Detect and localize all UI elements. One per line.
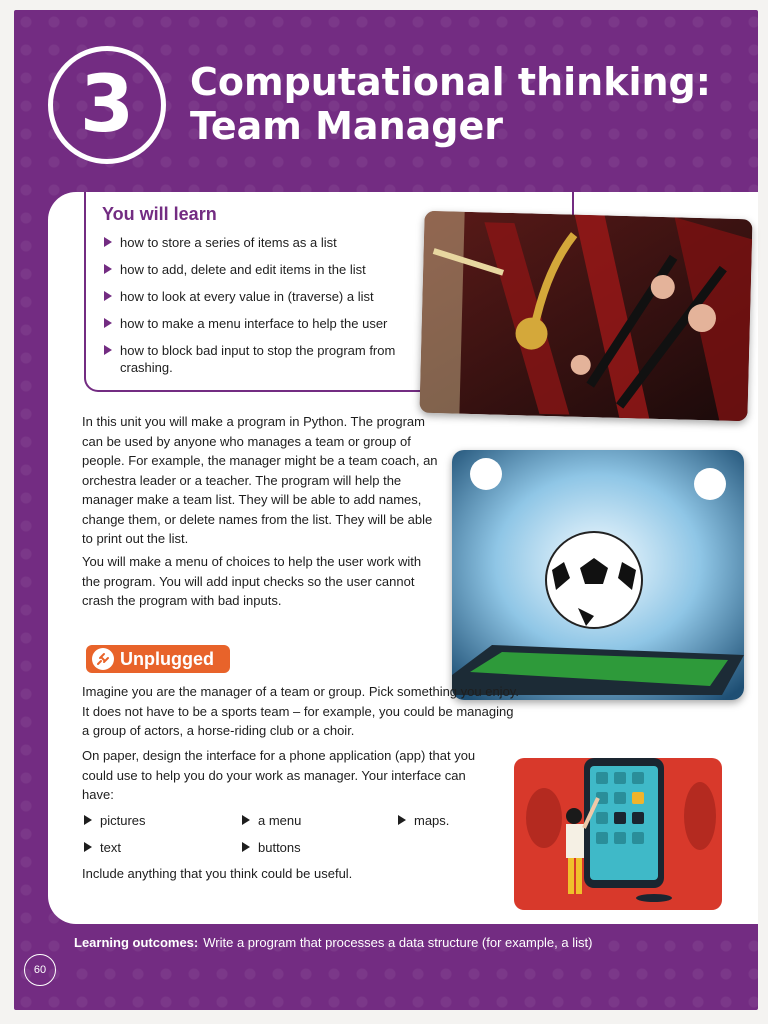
learn-item-text: how to look at every value in (traverse) a list [120, 289, 374, 304]
bullet-triangle-icon [104, 345, 112, 355]
orchestra-photo [419, 211, 752, 422]
learn-item [102, 288, 422, 305]
intro-paragraph-1: In this unit you will make a program in Python. The program can be used by anyone who manages a team or group of people. For example, the manager might be a team coach, an orchestra leader or a teacher. The program will help the manager make a team list. They will be able to add names, change them, or delete names from the list. They will be able to print out the list. [82, 414, 438, 546]
unplugged-label: Unplugged [120, 648, 214, 669]
learn-item-text: how to make a menu interface to help the user [120, 316, 388, 331]
bullet-triangle-icon [104, 237, 112, 247]
learn-item-text: how to store a series of items as a list [120, 235, 337, 250]
intro-paragraph-2: You will make a menu of choices to help the user work with the program. You will add input checks so the user cannot crash the program with bad inputs. [82, 554, 422, 608]
bullet-triangle-icon [242, 815, 250, 825]
title-line-1: Computational thinking: [190, 60, 711, 104]
interface-item [396, 812, 449, 829]
bullet-triangle-icon [242, 842, 250, 852]
page-title [190, 60, 711, 148]
bullet-triangle-icon [104, 291, 112, 301]
page-number-text: 60 [33, 964, 47, 976]
unplugged-closing: Include anything that you think could be useful. [82, 866, 353, 881]
learn-heading: You will learn [102, 204, 217, 224]
interface-items-list [82, 812, 482, 862]
interface-item-text: buttons [258, 840, 301, 855]
interface-item-text: a menu [258, 813, 302, 828]
bullet-triangle-icon [84, 815, 92, 825]
learn-item [102, 315, 422, 332]
bullet-triangle-icon [398, 815, 406, 825]
phone-app-illustration [514, 758, 722, 910]
unplugged-plug-icon [92, 648, 114, 670]
bullet-triangle-icon [104, 264, 112, 274]
learn-item [102, 261, 422, 278]
interface-item [240, 812, 301, 829]
learn-list [102, 234, 422, 386]
interface-item-text: maps. [414, 813, 450, 828]
chapter-number-badge [48, 46, 166, 164]
interface-item [240, 839, 301, 856]
unplugged-badge [86, 645, 230, 673]
learn-item [102, 234, 422, 251]
page-number [24, 954, 56, 986]
unplugged-paragraph-1: Imagine you are the manager of a team or group. Pick something you enjoy. It does not have to be a sports team – for example, you could be managing a group of actors, a horse-riding club or a choir. [82, 684, 519, 738]
bullet-triangle-icon [104, 318, 112, 328]
learn-item-text: how to add, delete and edit items in the list [120, 262, 366, 277]
learning-outcomes-label: Learning outcomes: [74, 934, 199, 950]
learn-item [102, 342, 400, 376]
interface-item-text: pictures [100, 813, 146, 828]
unplugged-paragraph-2: On paper, design the interface for a phone application (app) that you could use to help you do your work as manager. Your interface can have: [82, 748, 476, 802]
interface-item-text: text [100, 840, 121, 855]
interface-item [82, 812, 146, 829]
learning-outcomes-bar [48, 924, 758, 960]
title-line-2: Team Manager [190, 104, 503, 148]
chapter-number: 3 [79, 60, 135, 150]
football-photo [452, 450, 744, 700]
bullet-triangle-icon [84, 842, 92, 852]
interface-item [82, 839, 121, 856]
learning-outcomes-text: Write a program that processes a data structure (for example, a list) [203, 934, 593, 950]
learn-item-text: how to block bad input to stop the program from crashing. [120, 343, 396, 375]
